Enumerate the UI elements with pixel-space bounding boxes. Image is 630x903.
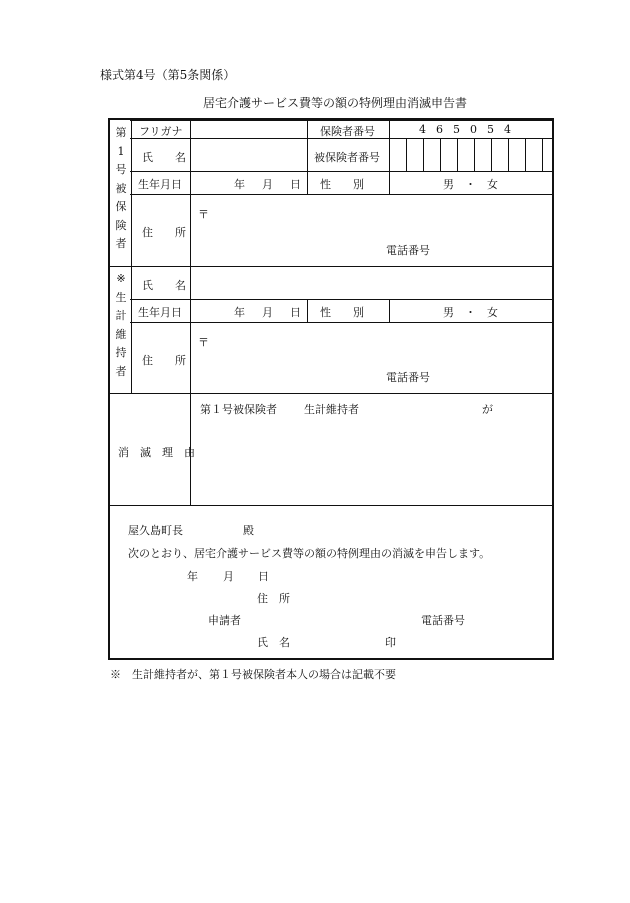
divider [130, 322, 552, 323]
supporter-birth-label: 生年月日 [138, 306, 182, 319]
divider [130, 171, 552, 172]
footnote: ※ 生計維持者が、第１号被保険者本人の場合は記載不要 [110, 668, 396, 681]
insured-postal-mark: 〒 [198, 208, 209, 221]
insured-gender-options[interactable]: 男 ・ 女 [443, 178, 498, 191]
supporter-section-label: ※ 生 計 維 持 者 [115, 272, 127, 378]
divider [110, 505, 552, 506]
supporter-name-field[interactable] [192, 268, 550, 298]
form-number: 様式第4号（第5条関係） [100, 68, 236, 82]
reason-supporter-text: 生計維持者 [304, 403, 359, 416]
insurer-digit: 6 [436, 123, 443, 136]
supporter-address-field[interactable] [192, 325, 550, 391]
supporter-birth-day: 日 [290, 306, 301, 319]
furigana-label: フリガナ [139, 125, 183, 138]
insurer-digit: 5 [453, 123, 460, 136]
declaration-month: 月 [223, 570, 234, 583]
declaration-statement: 次のとおり、居宅介護サービス費等の額の特例理由の消滅を申告します。 [128, 547, 491, 560]
divider [110, 266, 552, 267]
supporter-phone-label: 電話番号 [386, 371, 430, 384]
supporter-gender-options[interactable]: 男 ・ 女 [443, 306, 498, 319]
applicant-label: 申請者 [208, 614, 241, 627]
insurer-number-value [414, 123, 516, 136]
insurer-digit: 4 [419, 123, 426, 136]
divider [389, 120, 390, 194]
insurer-digit: 5 [487, 123, 494, 136]
insured-number-label: 被保険者番号 [314, 151, 380, 164]
insurer-number-label: 保険者番号 [320, 125, 375, 138]
insured-number-field[interactable] [391, 140, 551, 170]
insured-section-label: 第 1 号 被 保 険 者 [115, 126, 127, 250]
insurer-digit: 4 [504, 123, 511, 136]
supporter-birth-year: 年 [234, 306, 245, 319]
applicant-name-label: 氏 名 [257, 636, 290, 649]
divider [130, 194, 552, 195]
insured-birth-label: 生年月日 [138, 178, 182, 191]
insured-birth-year: 年 [234, 178, 245, 191]
insured-name-field[interactable] [192, 140, 306, 170]
divider [110, 393, 552, 394]
insured-address-label: 住 所 [142, 226, 186, 239]
supporter-address-label: 住 所 [142, 354, 186, 367]
addressee: 屋久島町長 [128, 524, 183, 537]
form-table [108, 118, 554, 660]
divider [307, 120, 308, 194]
supporter-postal-mark: 〒 [198, 336, 209, 349]
supporter-birth-month: 月 [262, 306, 273, 319]
insured-address-field[interactable] [192, 197, 550, 263]
insured-birth-day: 日 [290, 178, 301, 191]
declaration-year: 年 [187, 570, 198, 583]
supporter-gender-label: 性 別 [320, 306, 364, 319]
divider [130, 299, 552, 300]
applicant-phone-label: 電話番号 [421, 614, 465, 627]
insured-name-label: 氏 名 [142, 151, 186, 164]
reason-insured-text: 第１号被保険者 [200, 403, 277, 416]
reason-label: 消 滅 理 由 [118, 446, 195, 459]
divider [307, 299, 308, 322]
addressee-honorific: 殿 [243, 524, 254, 537]
supporter-name-label: 氏 名 [142, 279, 186, 292]
furigana-field[interactable] [192, 121, 306, 137]
form-title: 居宅介護サービス費等の額の特例理由消滅申告書 [203, 96, 468, 110]
reason-particle: が [482, 403, 493, 416]
reason-field[interactable] [192, 418, 550, 502]
applicant-address-label: 住 所 [257, 592, 290, 605]
declaration-day: 日 [258, 570, 269, 583]
insured-gender-label: 性 別 [320, 178, 364, 191]
seal-mark: 印 [385, 636, 396, 649]
insurer-digit: 0 [470, 123, 477, 136]
divider [389, 299, 390, 322]
insured-phone-label: 電話番号 [386, 244, 430, 257]
insured-birth-month: 月 [262, 178, 273, 191]
